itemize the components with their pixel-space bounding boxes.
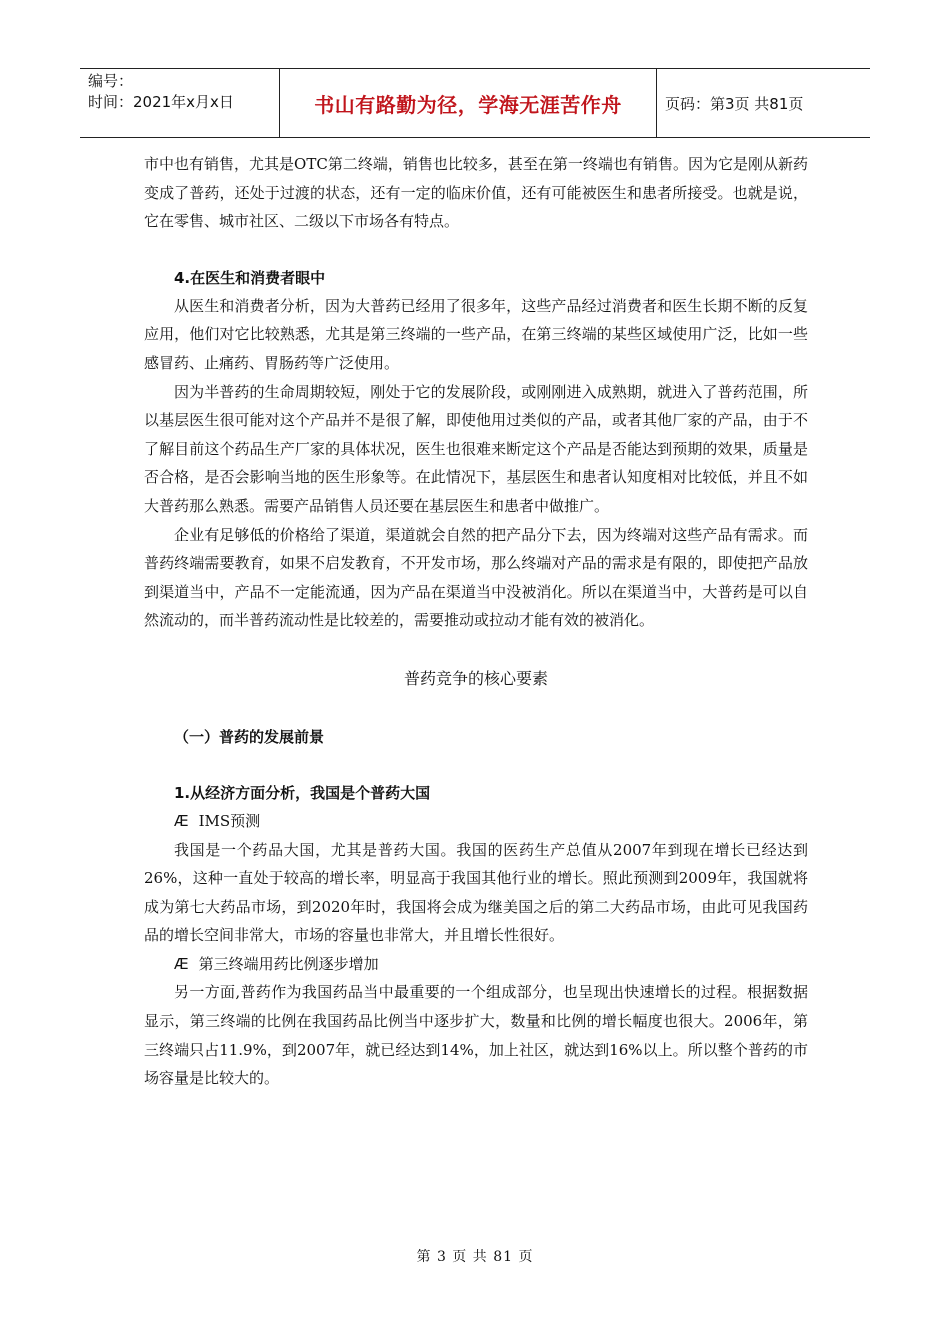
bullet-mark: Æ — [174, 954, 189, 973]
bullet-ims-text: IMS预测 — [198, 811, 261, 830]
paragraph-4: 企业有足够低的价格给了渠道，渠道就会自然的把产品分下去，因为终端对这些产品有需求。而普药终端需要教育，如果不启发教育，不开发市场，那么终端对产品的需求是有限的，即使把产品放到渠道当中，产品不一定能流通，因为产品在渠道当中没被消化。所以在渠道当中，大普药是可以自然流动的，而半普药流动性是比较差的，需要推动或拉动才能有效的被消化。 — [144, 525, 808, 630]
header-meta — [80, 69, 280, 137]
paragraph-2: 从医生和消费者分析，因为大普药已经用了很多年，这些产品经过消费者和医生长期不断的反复应用，他们对它比较熟悉，尤其是第三终端的一些产品，在第三终端的某些区域使用广泛，比如一些感冒药、止痛药、胃肠药等广泛使用。 — [144, 296, 808, 372]
paragraph-3: 因为半普药的生命周期较短，刚处于它的发展阶段，或刚刚进入成熟期，就进入了普药范围，所以基层医生很可能对这个产品并不是很了解，即使他用过类似的产品，或者其他厂家的产品，由于不了解目前这个药品生产厂家的具体状况，医生也很难来断定这个产品是否能达到预期的效果，质量是否合格，是否会影响当地的医生形象等。在此情况下，基层医生和患者认知度相对比较低，并且不如大普药那么熟悉。需要产品销售人员还要在基层医生和患者中做推广。 — [144, 382, 808, 515]
paragraph-5: 我国是一个药品大国，尤其是普药大国。我国的医药生产总值从2007年到现在增长已经达到26%，这种一直处于较高的增长率，明显高于我国其他行业的增长。照此预测到2009年，我国就将成为第七大药品市场，到2020年时，我国将会成为继美国之后的第二大药品市场，由此可见我国药品的增长空间非常大，市场的容量也非常大，并且增长性很好。 — [144, 840, 808, 945]
bullet-third-terminal-text: 第三终端用药比例逐步增加 — [198, 954, 379, 973]
page-footer: 第 3 页 共 81 页 — [416, 1249, 534, 1265]
sub-title: （一）普药的发展前景 — [174, 727, 325, 746]
header-page-info: 页码：第3页 共81页 — [665, 94, 804, 113]
heading-economic: 1.从经济方面分析，我国是个普药大国 — [174, 783, 431, 802]
header-time: 时间：2021年x月x日 — [88, 93, 234, 111]
page-header — [80, 68, 870, 138]
bullet-third-terminal — [144, 950, 808, 979]
header-motto: 书山有路勤为径，学海无涯苦作舟 — [280, 69, 657, 137]
section-title: 普药竞争的核心要素 — [403, 668, 548, 688]
header-number: 编号： — [88, 72, 134, 90]
bullet-mark: Æ — [174, 811, 189, 830]
heading-doctors-consumers: 4.在医生和消费者眼中 — [174, 268, 326, 287]
paragraph-1: 市中也有销售，尤其是OTC第二终端，销售也比较多，甚至在第一终端也有销售。因为它是刚从新药变成了普药，还处于过渡的状态，还有一定的临床价值，还有可能被医生和患者所接受。也就是说，它在零售、城市社区、二级以下市场各有特点。 — [144, 155, 808, 231]
document-body — [144, 150, 808, 1093]
paragraph-6: 另一方面,普药作为我国药品当中最重要的一个组成部分，也呈现出快速增长的过程。根据数据显示，第三终端的比例在我国药品比例当中逐步扩大，数量和比例的增长幅度也很大。2006年，第三终端只占11.9%，到2007年，就已经达到14%，加上社区，就达到16%以上。所以整个普药的市场容量是比较大的。 — [144, 983, 808, 1088]
bullet-ims — [144, 807, 808, 836]
